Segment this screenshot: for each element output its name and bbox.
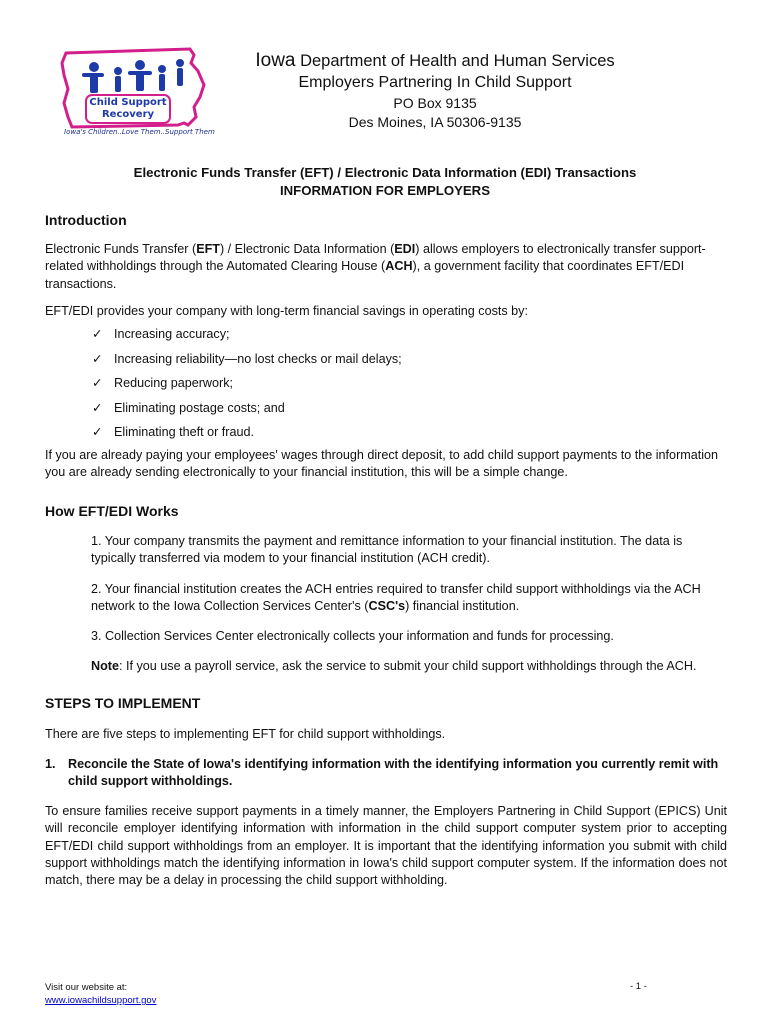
text-run: 2. Your financial institution creates the ACH entries required to transfer child support withholdings via the ACH network to the Iowa Collection Services Center's ( (91, 581, 701, 613)
check-icon: ✓ (92, 400, 103, 415)
text-run-bold: ACH (385, 259, 413, 274)
introduction-paragraph-1 (45, 241, 727, 293)
text-run: ) allows employers to electronically transfer support-related withholdings through the Automated Clearing House ( (45, 242, 706, 274)
logo-tagline: Iowa's Children..Love Them..Support Them (64, 128, 215, 136)
document-body (45, 212, 727, 889)
check-icon: ✓ (92, 425, 103, 440)
text-run: Electronic Funds Transfer ( (45, 242, 197, 257)
text-run: ) financial institution. (405, 598, 520, 613)
check-icon: ✓ (92, 327, 103, 342)
org-prefix: Iowa (255, 50, 296, 71)
text-run: ), a government facility that coordinates EFT/EDI transactions. (45, 259, 685, 291)
benefits-list (45, 322, 727, 445)
logo-line-2: Recovery (101, 109, 155, 120)
note-text: : If you use a payroll service, ask the service to submit your child support withholdings through the ACH. (119, 659, 697, 674)
list-item (92, 347, 727, 372)
introduction-paragraph-2: EFT/EDI provides your company with long-term financial savings in operating costs by: (45, 303, 528, 318)
introduction-paragraph-3: If you are already paying your employees' wages through direct deposit, to add child support payments to the information you are already sending electronically to your financial institution, this will be a simple change. (45, 447, 719, 479)
document-title-line-2: INFORMATION FOR EMPLOYERS (279, 183, 491, 198)
benefit-text: Eliminating postage costs; and (114, 400, 285, 415)
how-step-1: 1. Your company transmits the payment and remittance information to your financial institution. The data is typically transferred via modem to your financial institution (ACH credit). (91, 534, 683, 566)
text-run-bold: CSC's (368, 598, 406, 613)
step-1-number: 1. (45, 756, 56, 771)
how-eft-edi-works-heading: How EFT/EDI Works (45, 502, 179, 519)
document-title-line-1: Electronic Funds Transfer (EFT) / Electronic Data Information (EDI) Transactions (133, 165, 637, 180)
website-link[interactable]: www.iowachildsupport.gov (45, 995, 157, 1006)
unit-name: Employers Partnering In Child Support (298, 74, 572, 91)
list-item (92, 396, 727, 421)
step-1-body: To ensure families receive support payments in a timely manner, the Employers Partnering in Child Support (EPICS) Unit will reconcile employer identifying information with information in the child support computer system prior to accepting EFT/EDI child support withholdings from an employer. It is important that the identifying information you submit with child support withholdings match the identifying information in Iowa's child support computer system. If the information does not match, there may be a delay in processing the child support withholding. (45, 804, 727, 887)
benefit-text: Eliminating theft or fraud. (114, 425, 255, 440)
logo-text (88, 97, 168, 121)
how-step-3: 3. Collection Services Center electronically collects your information and funds for processing. (91, 628, 614, 643)
letterhead (200, 50, 670, 132)
note-label: Note (91, 659, 119, 674)
department-name (200, 50, 670, 72)
benefit-text: Increasing accuracy; (114, 327, 230, 342)
org-rest: Department of Health and Human Services (295, 52, 615, 70)
list-item (92, 371, 727, 396)
logo-line-1: Child Support (89, 97, 167, 108)
how-it-works-steps (91, 533, 727, 675)
address-line-2: Des Moines, IA 50306-9135 (348, 114, 522, 130)
text-run-bold: EDI (394, 242, 416, 257)
page-number: - 1 - (630, 981, 647, 992)
how-step-2 (91, 581, 727, 615)
check-icon: ✓ (92, 351, 103, 366)
how-note (91, 658, 727, 675)
text-run-bold: EFT (196, 242, 220, 257)
steps-intro: There are five steps to implementing EFT for child support withholdings. (45, 726, 446, 741)
introduction-heading: Introduction (45, 212, 127, 228)
step-1-title (45, 756, 727, 790)
address-line-1: PO Box 9135 (393, 95, 477, 111)
steps-to-implement-heading: STEPS TO IMPLEMENT (45, 695, 201, 712)
benefit-text: Increasing reliability—no lost checks or mail delays; (114, 351, 402, 366)
list-item (92, 420, 727, 445)
text-run: ) / Electronic Data Information ( (219, 242, 395, 257)
footer-visit-label: Visit our website at: (45, 982, 128, 993)
footer-website (45, 981, 156, 1007)
document-title (40, 164, 730, 200)
list-item (92, 322, 727, 347)
benefit-text: Reducing paperwork; (114, 376, 234, 391)
check-icon: ✓ (92, 376, 103, 391)
step-1-title-text: Reconcile the State of Iowa's identifying information with the identifying information you currently remit with child support withholdings. (68, 756, 719, 788)
